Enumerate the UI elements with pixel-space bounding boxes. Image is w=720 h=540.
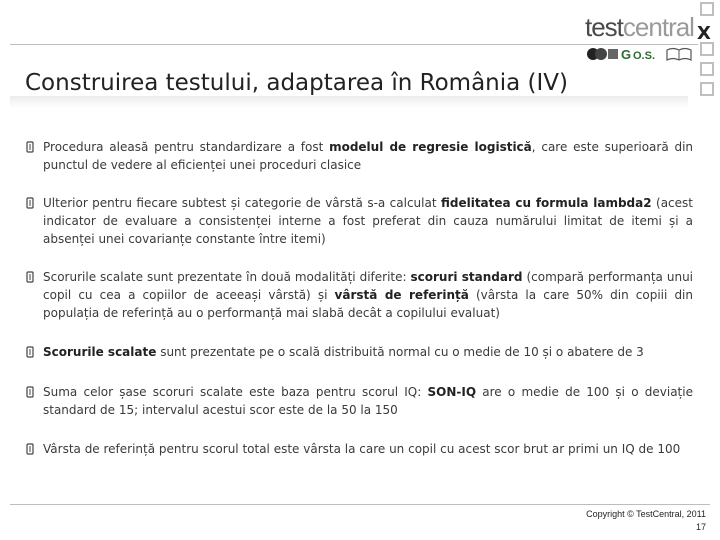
slide-title: Construirea testului, adaptarea în România (IV)	[25, 70, 569, 96]
logo-wordmark: testcentral	[585, 12, 694, 42]
bullet-icon	[25, 386, 35, 398]
list-item: Suma celor șase scoruri scalate este baza pentru scorul IQ: SON-IQ are o medie de 100 și o deviație standard de 15; intervalul acestui scor este de la 50 la 150	[25, 383, 693, 419]
bullet-icon	[25, 346, 35, 358]
testcentral-logo	[585, 12, 693, 68]
deco-square-1	[700, 2, 714, 16]
page-number: 17	[695, 522, 706, 532]
list-item: Scorurile scalate sunt prezentate în două modalități diferite: scoruri standard (compară performanța unui copil cu cea a copiilor de aceeași vârstă) și vârstă de referință (vârsta la care 50% din copiii din populația de referință au o performanță mai slabă decât a copilului evaluat)	[25, 268, 693, 322]
deco-square-2	[700, 42, 714, 56]
partner-logos-icon	[587, 44, 693, 64]
list-item: Procedura aleasă pentru standardizare a fost modelul de regresie logistică, care este superioară din punctul de vedere al eficienței unei proceduri clasice	[25, 138, 693, 174]
bullet-icon	[25, 197, 35, 209]
title-shadow-band	[10, 96, 688, 108]
bullet-icon	[25, 443, 35, 455]
svg-text:O.S.: O.S.	[633, 50, 656, 62]
footer	[586, 508, 706, 534]
bullet-icon	[25, 141, 35, 153]
copyright-text: Copyright © TestCentral, 2011	[586, 509, 706, 519]
svg-text:G: G	[621, 47, 632, 62]
header-divider	[10, 44, 698, 45]
bullet-icon	[25, 271, 35, 283]
list-item: Scorurile scalate sunt prezentate pe o scală distribuită normal cu o medie de 10 și o abatere de 3	[25, 343, 693, 361]
footer-divider	[10, 504, 710, 505]
deco-square-3	[700, 62, 714, 76]
close-icon[interactable]: X	[697, 23, 711, 44]
list-item: Ulterior pentru fiecare subtest și categorie de vârstă s-a calculat fidelitatea cu formula lambda2 (acest indicator de evaluare a consistenței interne a fost preferat din cauza numărului limitat de itemi și a absenței unei covarianțe constante între itemi)	[25, 194, 693, 248]
deco-square-4	[700, 82, 714, 96]
list-item: Vârsta de referință pentru scorul total este vârsta la care un copil cu acest scor brut ar primi un IQ de 100	[25, 440, 693, 458]
